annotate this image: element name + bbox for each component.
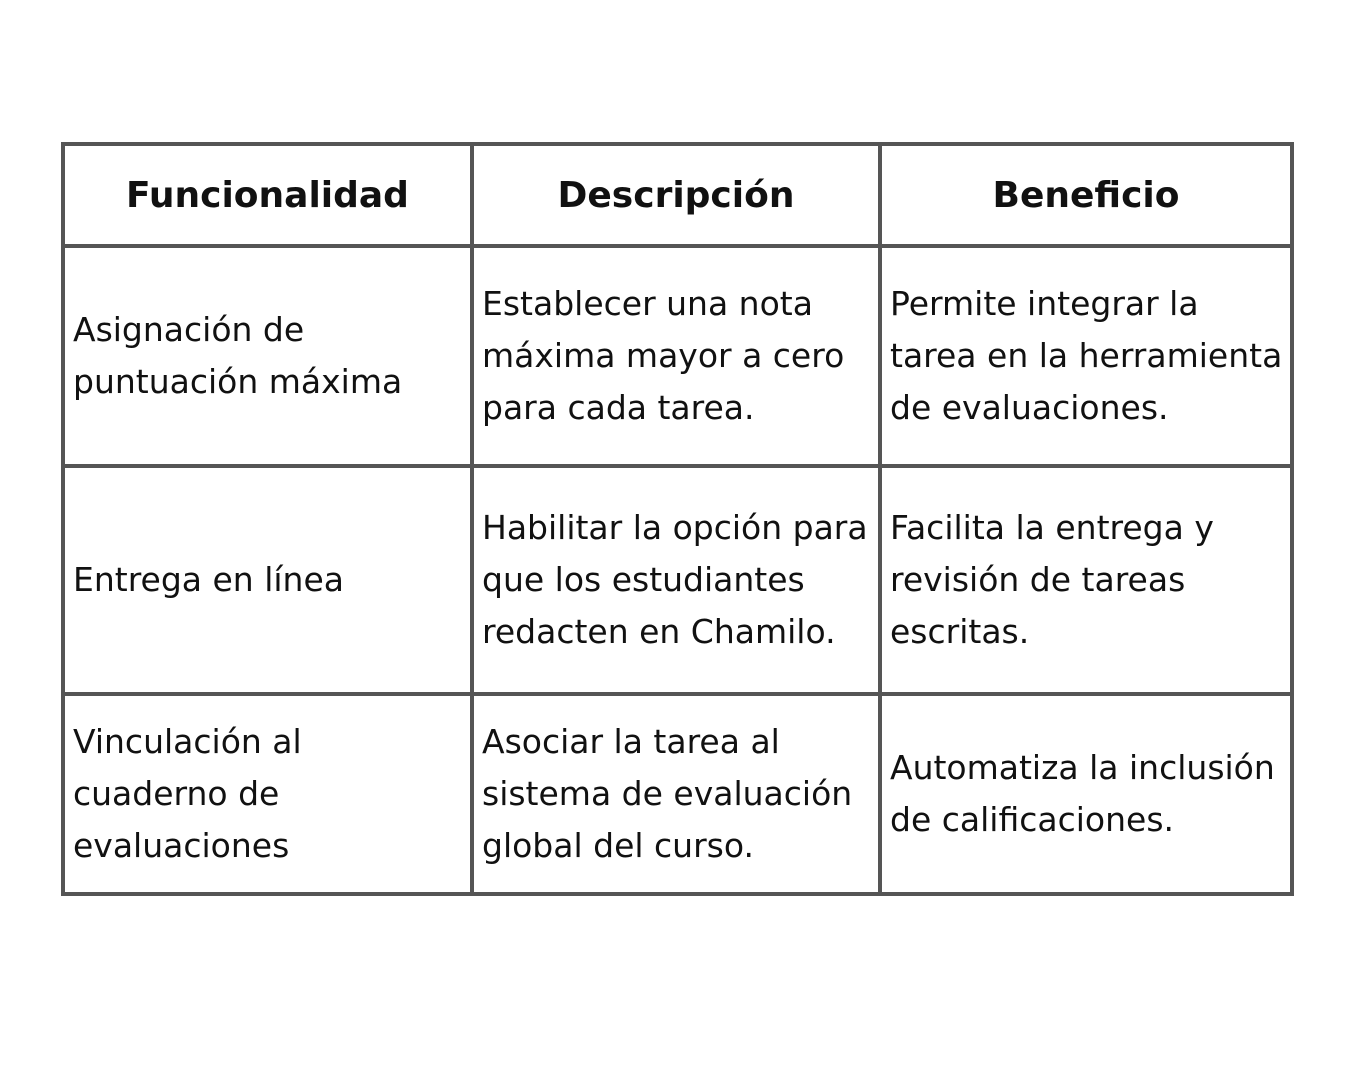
cell-funcionalidad: Asignación de puntuación máxima [63,246,472,466]
cell-beneficio: Automatiza la inclusión de calificaciones. [880,694,1292,894]
header-descripcion: Descripción [472,144,880,246]
cell-funcionalidad: Entrega en línea [63,466,472,694]
table-body [63,246,1292,894]
table-row [63,694,1292,894]
header-row [63,144,1292,246]
header-funcionalidad: Funcionalidad [63,144,472,246]
table-header [63,144,1292,246]
features-table [61,142,1294,896]
table-row [63,246,1292,466]
table-row [63,466,1292,694]
header-beneficio: Beneficio [880,144,1292,246]
cell-descripcion: Establecer una nota máxima mayor a cero para cada tarea. [472,246,880,466]
cell-beneficio: Permite integrar la tarea en la herramienta de evaluaciones. [880,246,1292,466]
cell-funcionalidad: Vinculación al cuaderno de evaluaciones [63,694,472,894]
cell-beneficio: Facilita la entrega y revisión de tareas escritas. [880,466,1292,694]
cell-descripcion: Habilitar la opción para que los estudiantes redacten en Chamilo. [472,466,880,694]
features-table-container [61,142,1290,896]
cell-descripcion: Asociar la tarea al sistema de evaluación global del curso. [472,694,880,894]
